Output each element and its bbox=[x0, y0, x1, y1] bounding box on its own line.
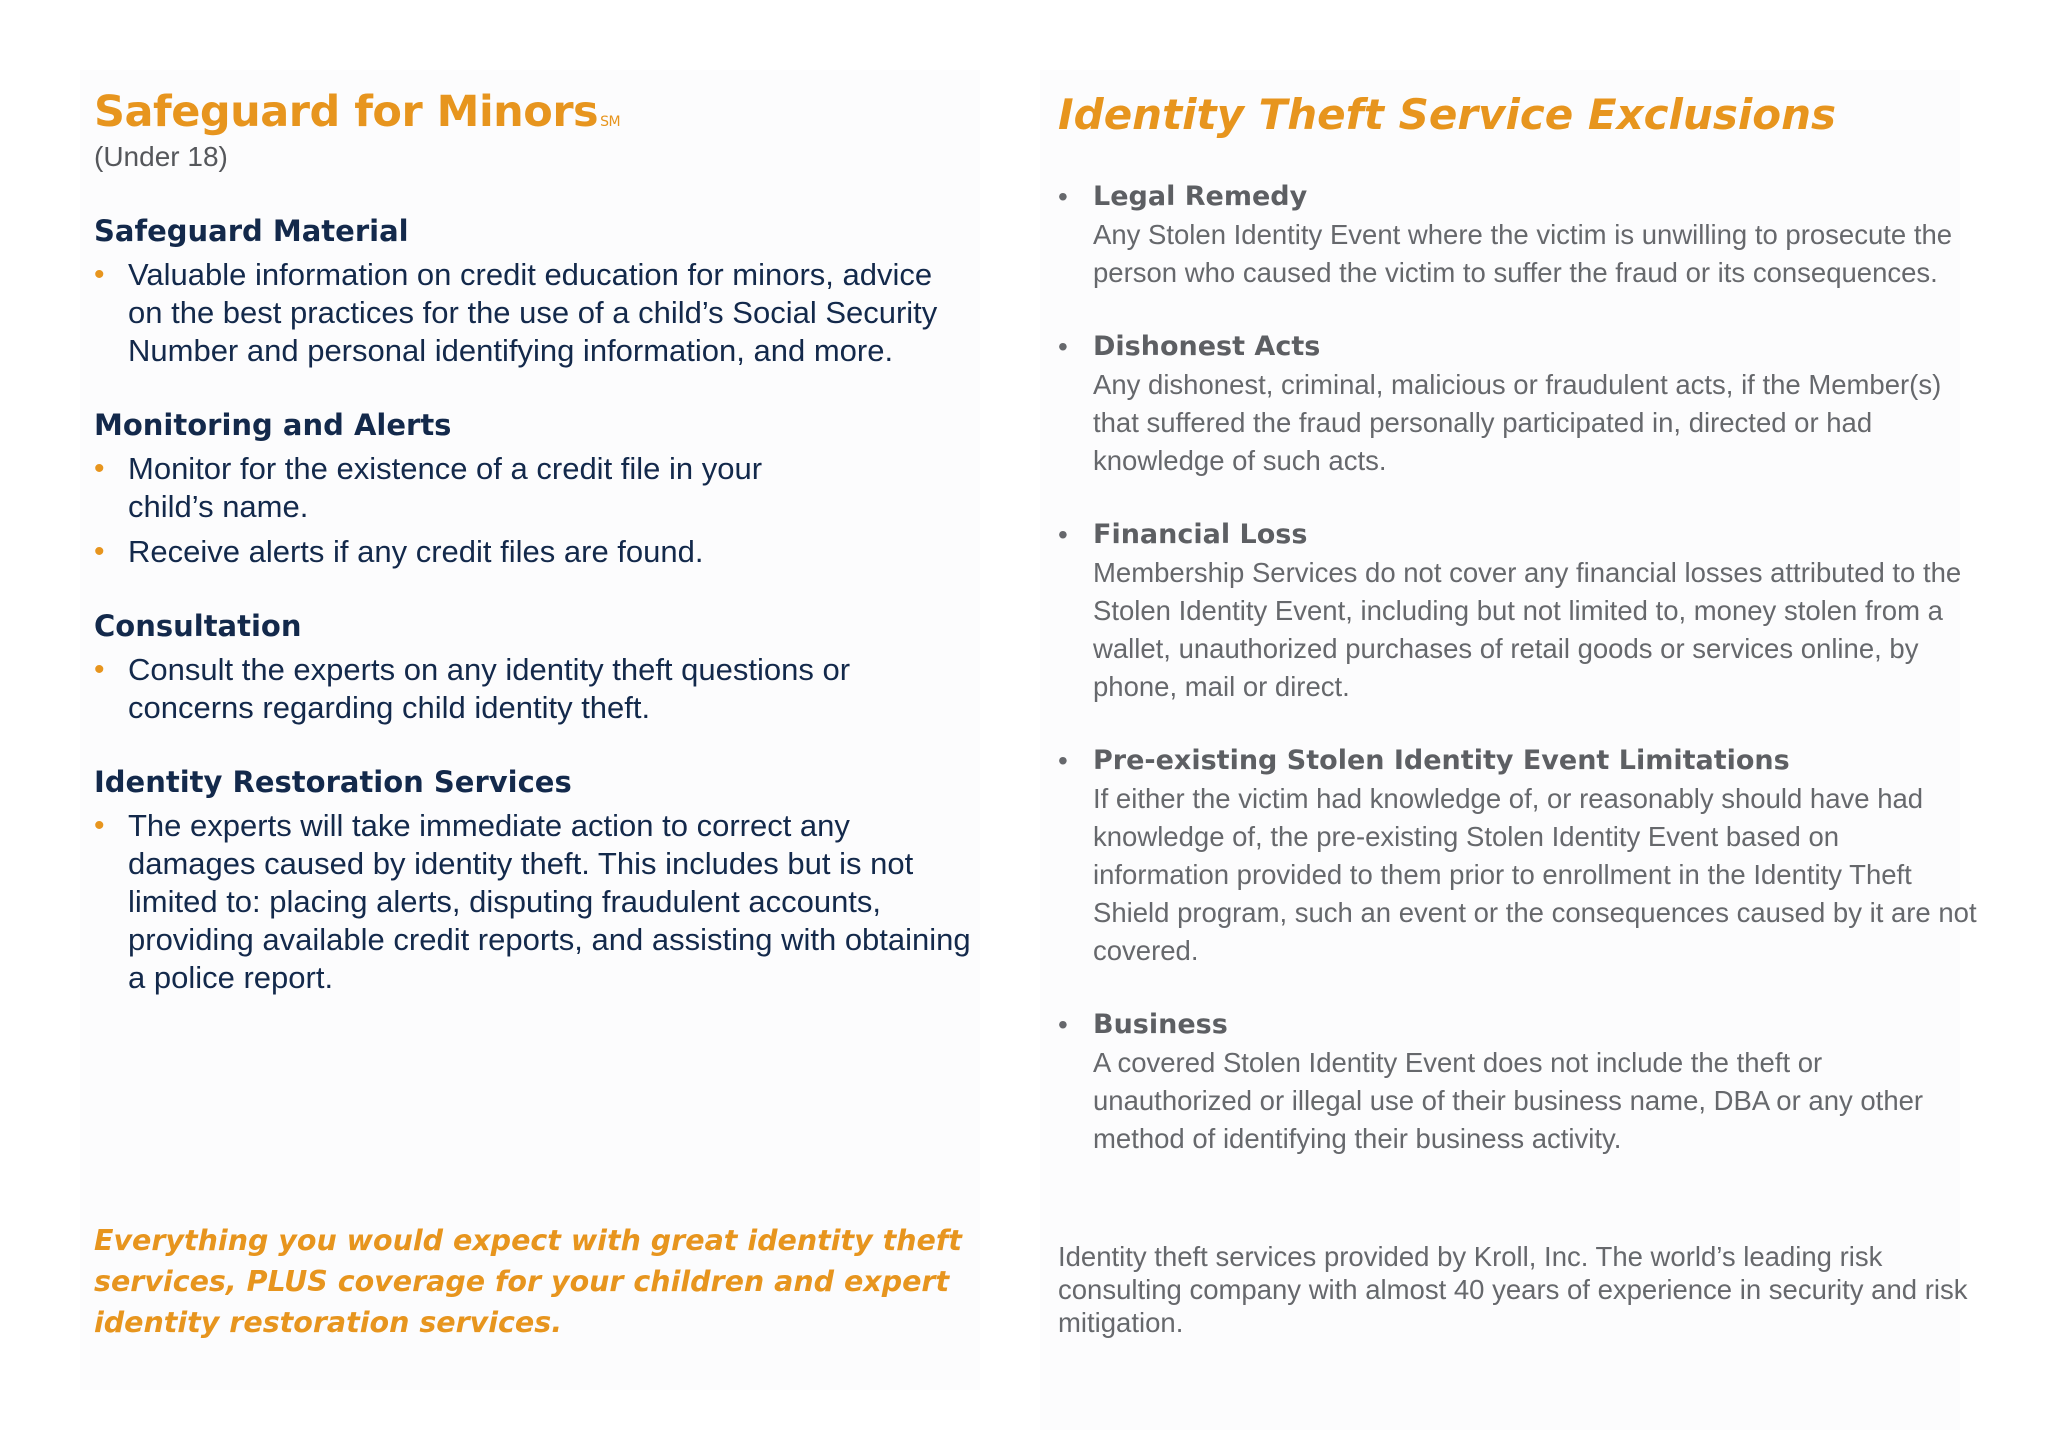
section-heading: Consultation bbox=[94, 609, 302, 643]
exclusion-financial-loss bbox=[1058, 516, 1978, 706]
service-mark: SM bbox=[600, 114, 621, 130]
exclusion-body: Any dishonest, criminal, malicious or fraudulent acts, if the Member(s) that suffered the fraud personally participated in, directed or had knowledge of such acts. bbox=[1093, 369, 1942, 476]
exclusion-pre-existing bbox=[1058, 742, 1978, 970]
section-list bbox=[94, 651, 974, 727]
bullet-icon: • bbox=[1058, 745, 1068, 776]
bullet-icon: • bbox=[94, 452, 105, 485]
section-heading: Identity Restoration Services bbox=[94, 765, 572, 799]
list-item bbox=[94, 533, 974, 571]
exclusion-title: Dishonest Acts bbox=[1093, 331, 1321, 362]
exclusion-body: A covered Stolen Identity Event does not include the theft or unauthorized or illegal use of their business name, DBA or any other method of identifying their business activity. bbox=[1093, 1047, 1924, 1154]
exclusions-column bbox=[1058, 88, 1978, 1194]
exclusion-dishonest-acts bbox=[1058, 328, 1978, 480]
list-item-text: Consult the experts on any identity theft questions or concerns regarding child identity theft. bbox=[128, 652, 851, 725]
list-item bbox=[94, 807, 974, 997]
age-subtitle: (Under 18) bbox=[94, 141, 228, 172]
bullet-icon: • bbox=[1058, 331, 1068, 362]
list-item bbox=[94, 651, 974, 727]
exclusion-body: Any Stolen Identity Event where the victim is unwilling to prosecute the person who caused the victim to suffer the fraud or its consequences. bbox=[1093, 219, 1953, 288]
section-identity-restoration bbox=[94, 763, 974, 997]
exclusion-title: Pre-existing Stolen Identity Event Limitations bbox=[1093, 745, 1790, 776]
exclusion-title: Financial Loss bbox=[1093, 519, 1308, 550]
exclusion-title: Business bbox=[1093, 1009, 1228, 1040]
section-consultation bbox=[94, 607, 974, 727]
bullet-icon: • bbox=[1058, 519, 1068, 550]
exclusion-body: Membership Services do not cover any financial losses attributed to the Stolen Identity Event, including but not limited to, money stolen from a wallet, unauthorized purchases of retail goods or services online, by phone, mail or direct. bbox=[1093, 557, 1962, 702]
provider-footnote: Identity theft services provided by Kroll, Inc. The world’s leading risk consulting company with almost 40 years of experience in security and risk mitigation. bbox=[1058, 1241, 1968, 1338]
list-item-text: Valuable information on credit education for minors, advice on the best practices for the use of a child’s Social Security Number and personal identifying information, and more. bbox=[128, 257, 938, 368]
safeguard-title-text: Safeguard for Minors bbox=[94, 87, 599, 137]
section-safeguard-material bbox=[94, 212, 974, 370]
section-heading: Monitoring and Alerts bbox=[94, 408, 452, 442]
exclusion-legal-remedy bbox=[1058, 178, 1978, 292]
section-heading: Safeguard Material bbox=[94, 214, 409, 248]
list-item-text: Receive alerts if any credit files are found. bbox=[128, 534, 704, 569]
list-item-text: Monitor for the existence of a credit file in your child’s name. bbox=[128, 451, 763, 524]
exclusion-title: Legal Remedy bbox=[1093, 181, 1308, 212]
bullet-icon: • bbox=[94, 258, 105, 291]
list-item bbox=[94, 450, 974, 526]
safeguard-for-minors-column bbox=[94, 84, 974, 1004]
list-item-text: The experts will take immediate action to correct any damages caused by identity theft. This includes but is not limited to: placing alerts, disputing fraudulent accounts, providing available credit reports, and assisting with obtaining a police report. bbox=[128, 808, 971, 995]
bullet-icon: • bbox=[94, 535, 105, 568]
exclusion-body: If either the victim had knowledge of, or reasonably should have had knowledge of, the pre-existing Stolen Identity Event based on information provided to them prior to enrollment in the Identity Theft Shield program, such an event or the consequences caused by it are not covered. bbox=[1093, 783, 1977, 966]
bullet-icon: • bbox=[94, 653, 105, 686]
exclusions-list bbox=[1058, 178, 1978, 1158]
list-item bbox=[94, 256, 974, 370]
bullet-icon: • bbox=[1058, 181, 1068, 212]
section-list bbox=[94, 450, 974, 571]
exclusions-title: Identity Theft Service Exclusions bbox=[1058, 90, 1836, 139]
bullet-icon: • bbox=[1058, 1009, 1068, 1040]
bullet-icon: • bbox=[94, 809, 105, 842]
section-monitoring-and-alerts bbox=[94, 406, 974, 571]
section-list bbox=[94, 807, 974, 997]
exclusion-business bbox=[1058, 1006, 1978, 1158]
safeguard-title bbox=[94, 84, 974, 140]
section-list bbox=[94, 256, 974, 370]
tagline: Everything you would expect with great identity theft services, PLUS coverage for your children and expert identity restoration services. bbox=[94, 1224, 962, 1339]
